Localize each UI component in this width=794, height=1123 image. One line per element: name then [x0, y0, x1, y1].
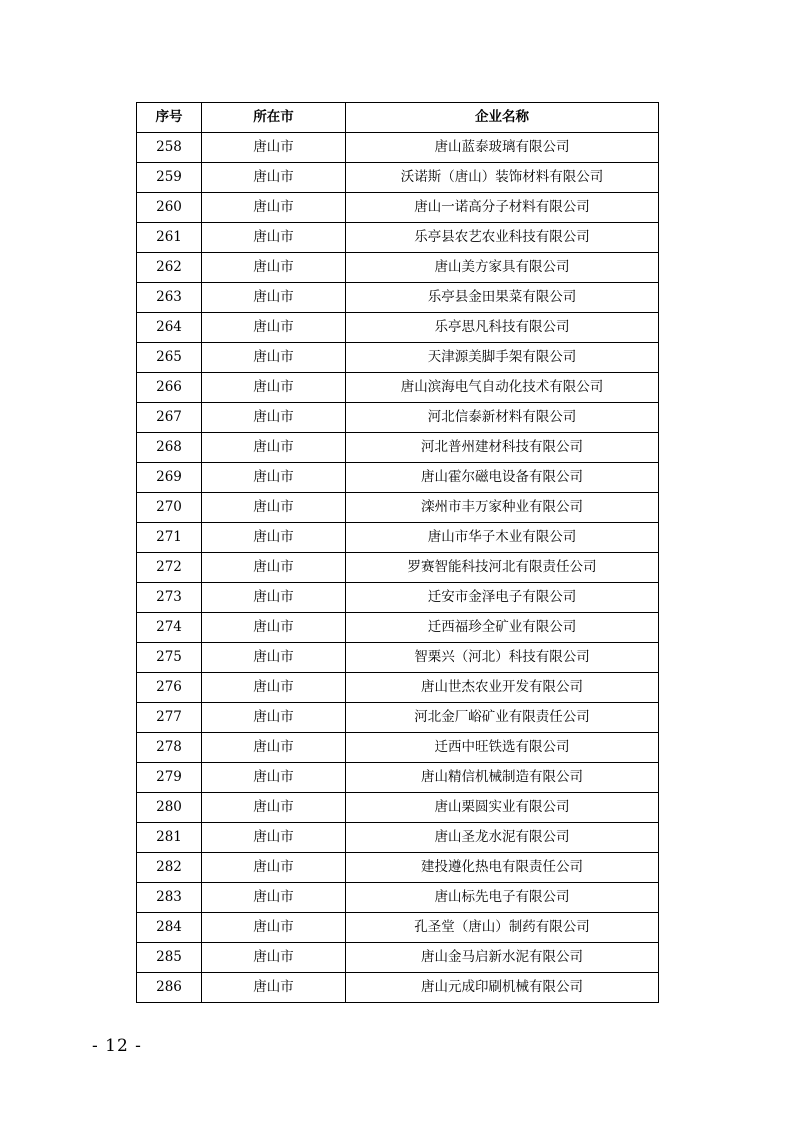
- row-serial-number: 268: [137, 433, 202, 463]
- table-row: [137, 433, 659, 463]
- row-company-name: 唐山元成印刷机械有限公司: [346, 973, 659, 1003]
- table-row: [137, 223, 659, 253]
- table-row: [137, 463, 659, 493]
- row-city: 唐山市: [202, 703, 346, 733]
- table-row: [137, 823, 659, 853]
- table-row: [137, 913, 659, 943]
- row-company-name: 乐亭县金田果菜有限公司: [346, 283, 659, 313]
- table-row: [137, 133, 659, 163]
- row-city: 唐山市: [202, 493, 346, 523]
- row-city: 唐山市: [202, 883, 346, 913]
- row-serial-number: 263: [137, 283, 202, 313]
- table-header-row: [137, 103, 659, 133]
- table-row: [137, 673, 659, 703]
- row-serial-number: 259: [137, 163, 202, 193]
- row-serial-number: 286: [137, 973, 202, 1003]
- header-city: 所在市: [202, 103, 346, 133]
- row-city: 唐山市: [202, 253, 346, 283]
- row-city: 唐山市: [202, 133, 346, 163]
- enterprise-table: [136, 102, 659, 1003]
- row-serial-number: 274: [137, 613, 202, 643]
- row-city: 唐山市: [202, 523, 346, 553]
- row-company-name: 唐山金马启新水泥有限公司: [346, 943, 659, 973]
- row-city: 唐山市: [202, 163, 346, 193]
- row-city: 唐山市: [202, 463, 346, 493]
- row-company-name: 建投遵化热电有限责任公司: [346, 853, 659, 883]
- row-company-name: 罗赛智能科技河北有限责任公司: [346, 553, 659, 583]
- table-row: [137, 523, 659, 553]
- row-serial-number: 266: [137, 373, 202, 403]
- row-company-name: 唐山滨海电气自动化技术有限公司: [346, 373, 659, 403]
- row-city: 唐山市: [202, 853, 346, 883]
- row-serial-number: 280: [137, 793, 202, 823]
- row-city: 唐山市: [202, 313, 346, 343]
- row-serial-number: 281: [137, 823, 202, 853]
- row-city: 唐山市: [202, 343, 346, 373]
- table-row: [137, 283, 659, 313]
- table-row: [137, 943, 659, 973]
- row-serial-number: 285: [137, 943, 202, 973]
- row-city: 唐山市: [202, 373, 346, 403]
- row-city: 唐山市: [202, 583, 346, 613]
- row-serial-number: 267: [137, 403, 202, 433]
- row-company-name: 乐亭县农艺农业科技有限公司: [346, 223, 659, 253]
- row-company-name: 河北金厂峪矿业有限责任公司: [346, 703, 659, 733]
- row-city: 唐山市: [202, 553, 346, 583]
- table-row: [137, 553, 659, 583]
- row-city: 唐山市: [202, 973, 346, 1003]
- row-serial-number: 272: [137, 553, 202, 583]
- row-company-name: 迁安市金泽电子有限公司: [346, 583, 659, 613]
- table-row: [137, 403, 659, 433]
- row-city: 唐山市: [202, 913, 346, 943]
- row-serial-number: 284: [137, 913, 202, 943]
- row-serial-number: 282: [137, 853, 202, 883]
- table-body: [137, 133, 659, 1003]
- table-row: [137, 643, 659, 673]
- row-company-name: 滦州市丰万家种业有限公司: [346, 493, 659, 523]
- row-company-name: 天津源美脚手架有限公司: [346, 343, 659, 373]
- row-city: 唐山市: [202, 193, 346, 223]
- row-city: 唐山市: [202, 793, 346, 823]
- table-row: [137, 343, 659, 373]
- row-company-name: 迁西福珍全矿业有限公司: [346, 613, 659, 643]
- row-company-name: 河北普州建材科技有限公司: [346, 433, 659, 463]
- row-city: 唐山市: [202, 943, 346, 973]
- table-row: [137, 613, 659, 643]
- row-company-name: 孔圣堂（唐山）制药有限公司: [346, 913, 659, 943]
- row-city: 唐山市: [202, 643, 346, 673]
- table-row: [137, 193, 659, 223]
- row-company-name: 唐山美方家具有限公司: [346, 253, 659, 283]
- table-row: [137, 493, 659, 523]
- row-serial-number: 262: [137, 253, 202, 283]
- row-city: 唐山市: [202, 763, 346, 793]
- row-company-name: 智栗兴（河北）科技有限公司: [346, 643, 659, 673]
- row-serial-number: 273: [137, 583, 202, 613]
- row-city: 唐山市: [202, 733, 346, 763]
- row-company-name: 唐山霍尔磁电设备有限公司: [346, 463, 659, 493]
- row-serial-number: 260: [137, 193, 202, 223]
- table-row: [137, 763, 659, 793]
- row-company-name: 唐山市华子木业有限公司: [346, 523, 659, 553]
- row-company-name: 唐山栗圆实业有限公司: [346, 793, 659, 823]
- row-serial-number: 275: [137, 643, 202, 673]
- row-city: 唐山市: [202, 403, 346, 433]
- table-row: [137, 733, 659, 763]
- row-serial-number: 278: [137, 733, 202, 763]
- table-row: [137, 853, 659, 883]
- table-row: [137, 703, 659, 733]
- row-company-name: 唐山标先电子有限公司: [346, 883, 659, 913]
- table-row: [137, 163, 659, 193]
- row-serial-number: 265: [137, 343, 202, 373]
- table-row: [137, 253, 659, 283]
- row-city: 唐山市: [202, 613, 346, 643]
- row-city: 唐山市: [202, 673, 346, 703]
- row-company-name: 迁西中旺铁选有限公司: [346, 733, 659, 763]
- row-serial-number: 279: [137, 763, 202, 793]
- row-serial-number: 276: [137, 673, 202, 703]
- row-serial-number: 269: [137, 463, 202, 493]
- row-company-name: 唐山蓝泰玻璃有限公司: [346, 133, 659, 163]
- row-serial-number: 283: [137, 883, 202, 913]
- row-city: 唐山市: [202, 283, 346, 313]
- row-company-name: 河北信泰新材料有限公司: [346, 403, 659, 433]
- row-serial-number: 277: [137, 703, 202, 733]
- row-serial-number: 271: [137, 523, 202, 553]
- row-serial-number: 270: [137, 493, 202, 523]
- header-company-name: 企业名称: [346, 103, 659, 133]
- table-row: [137, 583, 659, 613]
- row-company-name: 唐山世杰农业开发有限公司: [346, 673, 659, 703]
- table-row: [137, 373, 659, 403]
- header-serial-number: 序号: [137, 103, 202, 133]
- table-row: [137, 793, 659, 823]
- row-serial-number: 261: [137, 223, 202, 253]
- table-row: [137, 973, 659, 1003]
- row-city: 唐山市: [202, 433, 346, 463]
- row-city: 唐山市: [202, 223, 346, 253]
- row-serial-number: 264: [137, 313, 202, 343]
- row-company-name: 乐亭思凡科技有限公司: [346, 313, 659, 343]
- table-row: [137, 883, 659, 913]
- page-number: - 12 -: [92, 1036, 142, 1056]
- row-serial-number: 258: [137, 133, 202, 163]
- row-company-name: 唐山圣龙水泥有限公司: [346, 823, 659, 853]
- row-company-name: 唐山一诺高分子材料有限公司: [346, 193, 659, 223]
- row-city: 唐山市: [202, 823, 346, 853]
- table-row: [137, 313, 659, 343]
- row-company-name: 唐山精信机械制造有限公司: [346, 763, 659, 793]
- row-company-name: 沃诺斯（唐山）装饰材料有限公司: [346, 163, 659, 193]
